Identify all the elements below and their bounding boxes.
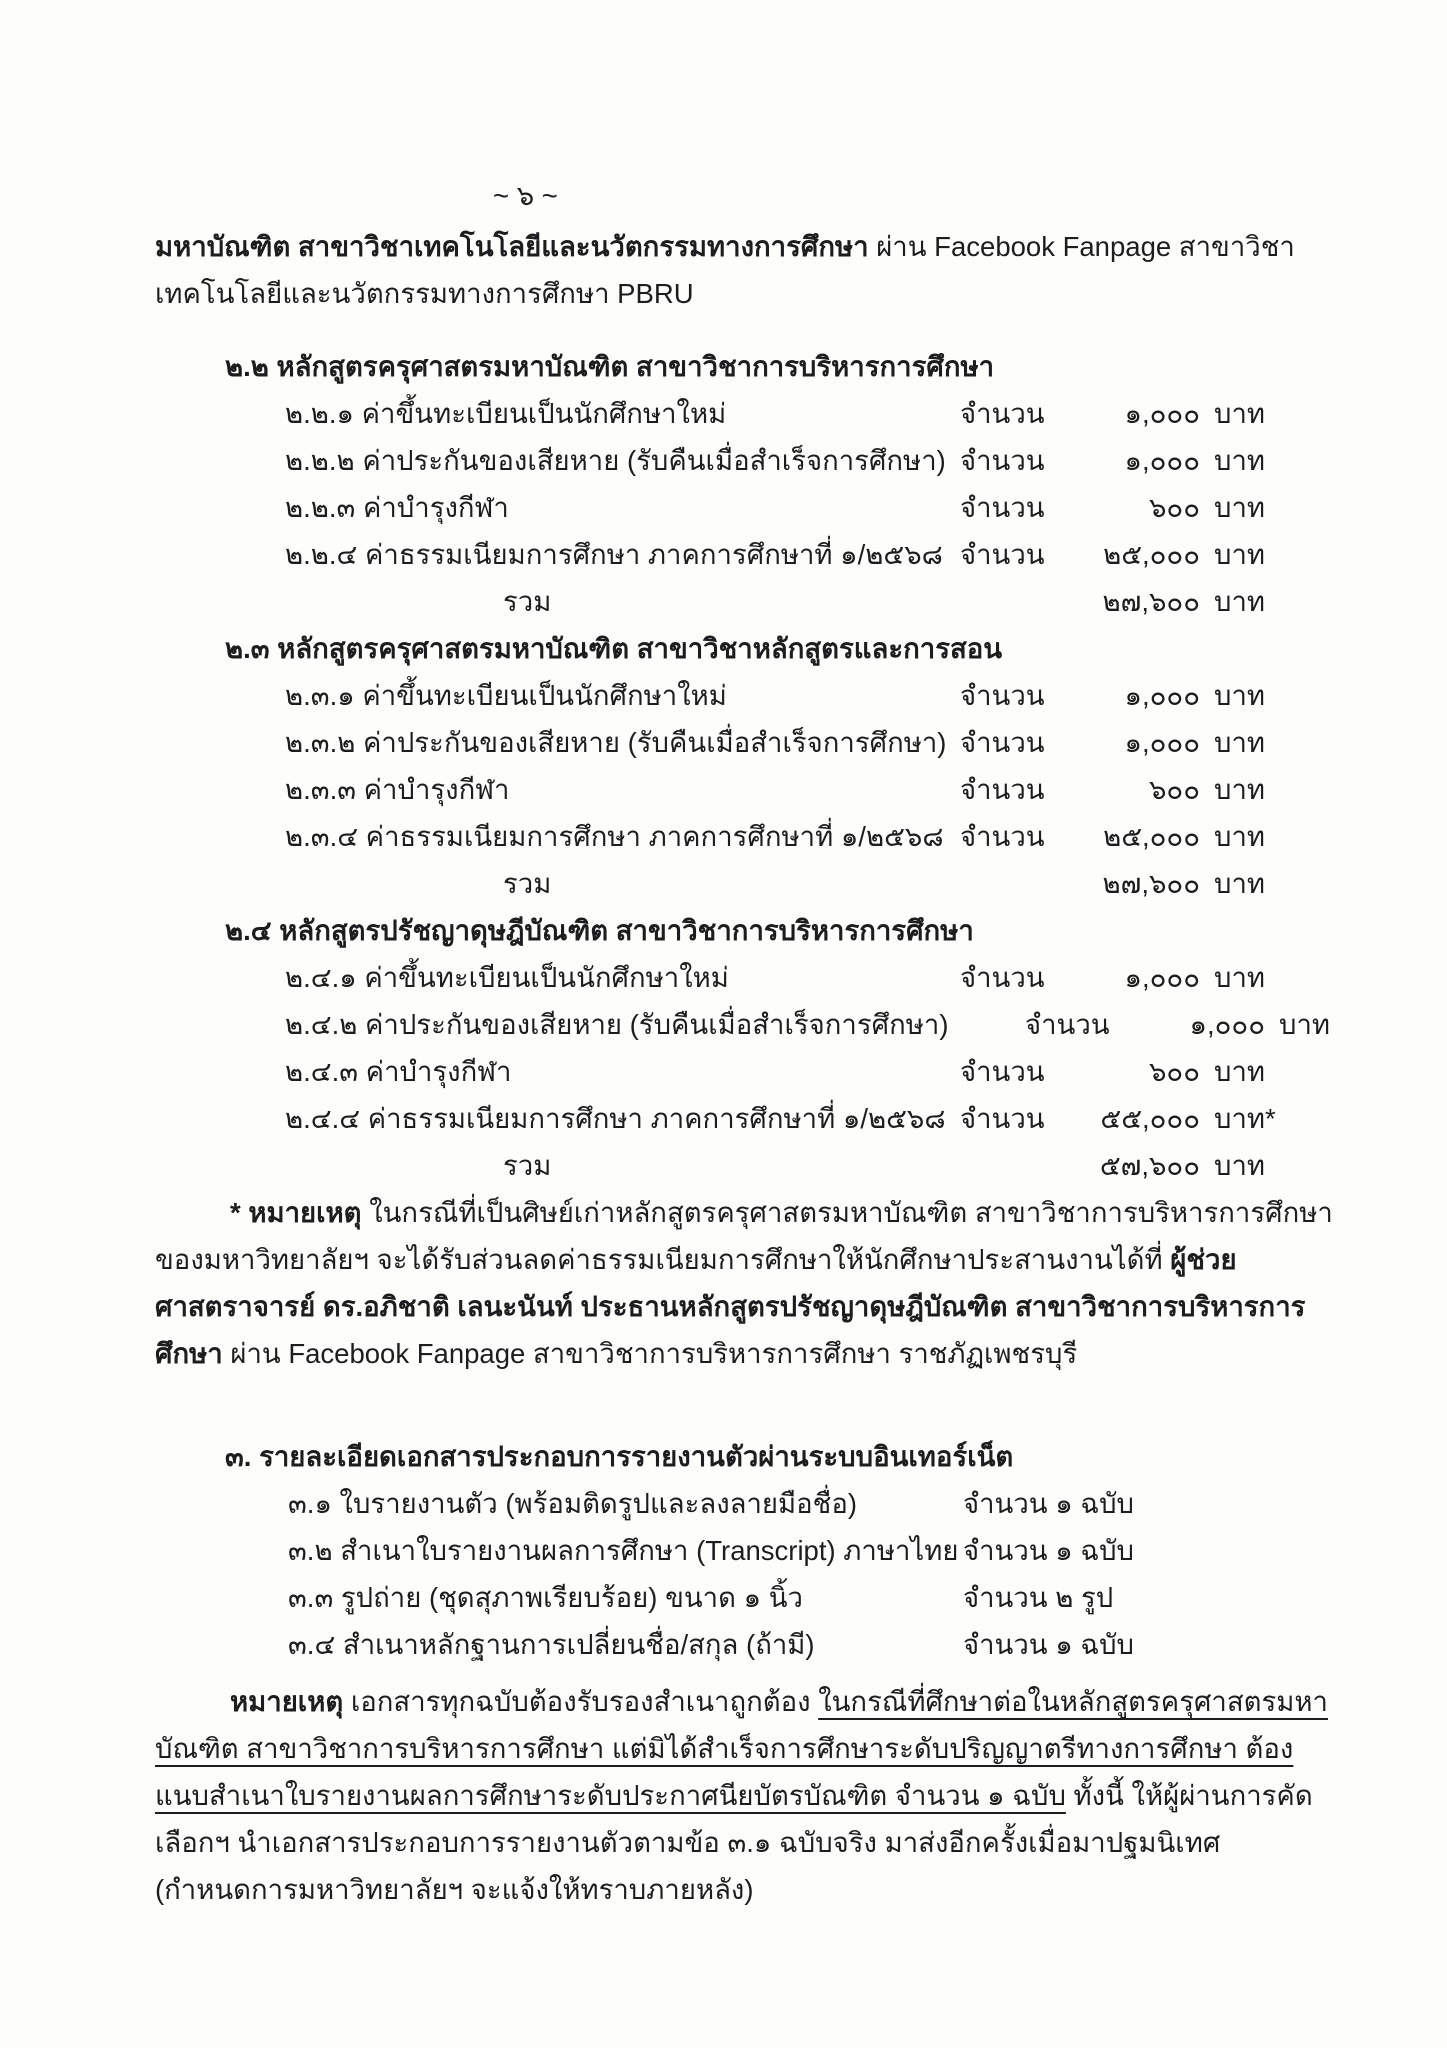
quantity-label: จำนวน [960, 1056, 1045, 1087]
amount-value: ๒๕,๐๐๐ [1103, 821, 1200, 852]
amount-value: ๑,๐๐๐ [1124, 445, 1200, 476]
unit-label: บาท [1214, 539, 1266, 570]
fee-row-label: ค่าประกันของเสียหาย (รับคืนเมื่อสำเร็จการศึกษา) [362, 445, 946, 476]
note-label: หมายเหตุ [248, 1197, 362, 1228]
doc-number: ๓.๔ [288, 1629, 336, 1660]
note-label: หมายเหตุ [230, 1686, 344, 1717]
fee-section-heading: ๒.๔ หลักสูตรปรัชญาดุษฎีบัณฑิต สาขาวิชาการบริหารการศึกษา [225, 915, 974, 946]
quantity-label: จำนวน [960, 962, 1045, 993]
unit-label: บาท [1214, 680, 1266, 711]
doc-label: สำเนาใบรายงานผลการศึกษา (Transcript) ภาษาไทย [340, 1535, 959, 1566]
fee-row [155, 531, 1335, 578]
doc-number: ๓.๑ [288, 1488, 332, 1519]
fee-row [155, 766, 1335, 813]
fee-row-label: ค่าประกันของเสียหาย (รับคืนเมื่อสำเร็จการศึกษา) [365, 1009, 949, 1040]
unit-label: บาท [1214, 774, 1266, 805]
fee-row-label: ค่าธรรมเนียมการศึกษา ภาคการศึกษาที่ ๑/๒๕๖๘ [365, 539, 943, 570]
fee-row [155, 954, 1335, 1001]
total-amount: ๕๗,๖๐๐ [1099, 1150, 1200, 1181]
fee-row-label: ค่าบำรุงกีฬา [363, 774, 510, 805]
doc-quantity: จำนวน ๑ ฉบับ [963, 1535, 1134, 1566]
total-label: รวม [503, 868, 552, 899]
total-amount: ๒๗,๖๐๐ [1102, 868, 1200, 899]
doc-quantity: จำนวน ๑ ฉบับ [963, 1629, 1134, 1660]
fee-row [155, 1048, 1335, 1095]
fee-row-number: ๒.๒.๒ [285, 445, 355, 476]
quantity-label: จำนวน [960, 821, 1045, 852]
document-row [155, 1527, 1335, 1574]
fee-section-2-2 [155, 343, 1335, 625]
quantity-label: จำนวน [960, 539, 1045, 570]
total-row [155, 860, 1335, 907]
note-star: * [230, 1197, 241, 1228]
fee-row [155, 1001, 1335, 1048]
fee-row-label: ค่าขึ้นทะเบียนเป็นนักศึกษาใหม่ [362, 680, 727, 711]
unit-label: บาท [1214, 821, 1266, 852]
amount-value: ๑,๐๐๐ [1124, 398, 1200, 429]
fee-row-number: ๒.๓.๒ [285, 727, 356, 758]
doc-number: ๓.๓ [288, 1582, 334, 1613]
doc-label: ใบรายงานตัว (พร้อมติดรูปและลงลายมือชื่อ) [339, 1488, 858, 1519]
quantity-label: จำนวน [960, 398, 1045, 429]
unit-label: บาท [1214, 586, 1266, 617]
note-text: ผ่าน Facebook Fanpage สาขาวิชาการบริหารการศึกษา ราชภัฏเพชรบุรี [230, 1338, 1078, 1369]
unit-label: บาท [1214, 962, 1266, 993]
fee-section-heading: ๒.๒ หลักสูตรครุศาสตรมหาบัณฑิต สาขาวิชาการบริหารการศึกษา [225, 351, 995, 382]
note-text: ในกรณีที่เป็นศิษย์เก่าหลักสูตรครุศาสตรมหาบัณฑิต สาขาวิชาการบริหารการศึกษาของมหาวิทยาลัยฯ จะได้รับส่วนลดค่าธรรมเนียมการศึกษาให้นักศึกษาประสานงานได้ที่ [155, 1197, 1333, 1275]
fee-sections [155, 343, 1335, 1189]
fee-row-number: ๒.๓.๔ [285, 821, 359, 852]
unit-label: บาท [1214, 727, 1266, 758]
fee-row-number: ๒.๔.๑ [285, 962, 357, 993]
page-number: ~ ๖ ~ [493, 180, 558, 211]
doc-label: สำเนาหลักฐานการเปลี่ยนชื่อ/สกุล (ถ้ามี) [342, 1629, 815, 1660]
unit-label: บาท [1214, 1150, 1266, 1181]
alumni-discount-note [155, 1189, 1335, 1377]
fee-section-2-4 [155, 907, 1335, 1189]
documents-section-heading: ๓. รายละเอียดเอกสารประกอบการรายงานตัวผ่านระบบอินเทอร์เน็ต [225, 1441, 1014, 1472]
fee-row [155, 813, 1335, 860]
intro-paragraph [155, 223, 1335, 317]
total-label: รวม [503, 586, 552, 617]
fee-row-number: ๒.๔.๓ [285, 1056, 359, 1087]
note-contact-name: ผู้ช่วยศาสตราจารย์ ดร.อภิชาติ เลนะนันท์ ประธานหลักสูตรปรัชญาดุษฎีบัณฑิต สาขาวิชาการบริหารการศึกษา [155, 1244, 1306, 1369]
doc-label: รูปถ่าย (ชุดสุภาพเรียบร้อย) ขนาด ๑ นิ้ว [340, 1582, 803, 1613]
unit-label: บาท [1214, 492, 1266, 523]
unit-label: บาท [1214, 398, 1266, 429]
fee-row [155, 437, 1335, 484]
amount-value: ๑,๐๐๐ [1124, 727, 1200, 758]
fee-row-label: ค่าขึ้นทะเบียนเป็นนักศึกษาใหม่ [364, 962, 729, 993]
amount-value: ๖๐๐ [1148, 774, 1200, 805]
amount-value: ๕๕,๐๐๐ [1100, 1103, 1200, 1134]
fee-row-label: ค่าบำรุงกีฬา [362, 492, 509, 523]
fee-row-number: ๒.๒.๓ [285, 492, 356, 523]
fee-row [155, 390, 1335, 437]
unit-label: บาท [1214, 868, 1266, 899]
note-text: ทั้งนี้ ให้ผู้ผ่านการคัดเลือกฯ นำเอกสารประกอบการรายงานตัวตามข้อ ๓.๑ ฉบับจริง มาส่งอีกครั้งเมื่อมาปฐมนิเทศ (กำหนดการมหาวิทยาลัยฯ จะแจ้งให้ทราบภายหลัง) [155, 1780, 1313, 1905]
fee-row-number: ๒.๔.๔ [285, 1103, 361, 1134]
document-row [155, 1574, 1335, 1621]
fee-row [155, 1095, 1335, 1142]
fee-section-heading: ๒.๓ หลักสูตรครุศาสตรมหาบัณฑิต สาขาวิชาหลักสูตรและการสอน [225, 633, 1003, 664]
fee-row-label: ค่าขึ้นทะเบียนเป็นนักศึกษาใหม่ [361, 398, 727, 429]
unit-label: บาท* [1214, 1103, 1276, 1134]
documents-list [155, 1480, 1335, 1668]
quantity-label: จำนวน [960, 774, 1045, 805]
unit-label: บาท [1279, 1009, 1331, 1040]
fee-section-2-3 [155, 625, 1335, 907]
fee-row-number: ๒.๒.๔ [285, 539, 358, 570]
total-amount: ๒๗,๖๐๐ [1102, 586, 1200, 617]
fee-row-number: ๒.๒.๑ [285, 398, 354, 429]
quantity-label: จำนวน [1025, 1009, 1110, 1040]
quantity-label: จำนวน [960, 1103, 1045, 1134]
doc-number: ๓.๒ [288, 1535, 333, 1566]
total-row [155, 1142, 1335, 1189]
quantity-label: จำนวน [960, 727, 1045, 758]
quantity-label: จำนวน [960, 680, 1045, 711]
fee-row [155, 672, 1335, 719]
doc-quantity: จำนวน ๒ รูป [963, 1582, 1114, 1613]
note-underlined-text: ในกรณีที่ศึกษาต่อในหลักสูตรครุศาสตรมหาบัณฑิต สาขาวิชาการบริหารการศึกษา แต่มิได้สำเร็จการศึกษาระดับปริญญาตรีทางการศึกษา ต้องแนบสำเนาใบรายงานผลการศึกษาระดับประกาศนียบัตรบัณฑิต จำนวน ๑ ฉบับ [155, 1686, 1328, 1811]
unit-label: บาท [1214, 445, 1266, 476]
quantity-label: จำนวน [960, 445, 1045, 476]
fee-row-label: ค่าบำรุงกีฬา [365, 1056, 512, 1087]
amount-value: ๒๕,๐๐๐ [1103, 539, 1200, 570]
intro-bold-text: มหาบัณฑิต สาขาวิชาเทคโนโลยีและนวัตกรรมทางการศึกษา [155, 231, 869, 262]
fee-row-label: ค่าธรรมเนียมการศึกษา ภาคการศึกษาที่ ๑/๒๕๖๘ [367, 1103, 946, 1134]
note-text: เอกสารทุกฉบับต้องรับรองสำเนาถูกต้อง [350, 1686, 811, 1717]
fee-row-number: ๒.๓.๓ [285, 774, 357, 805]
doc-quantity: จำนวน ๑ ฉบับ [963, 1488, 1134, 1519]
quantity-label: จำนวน [960, 492, 1045, 523]
fee-row [155, 719, 1335, 766]
fee-row [155, 484, 1335, 531]
fee-row-number: ๒.๓.๑ [285, 680, 355, 711]
total-row [155, 578, 1335, 625]
amount-value: ๑,๐๐๐ [1189, 1009, 1265, 1040]
amount-value: ๑,๐๐๐ [1124, 962, 1200, 993]
total-label: รวม [503, 1150, 552, 1181]
intro-regular-text: ผ่าน Facebook Fanpage สาขาวิชาเทคโนโลยีและนวัตกรรมทางการศึกษา PBRU [155, 231, 1295, 309]
unit-label: บาท [1214, 1056, 1266, 1087]
documents-note [155, 1678, 1335, 1913]
amount-value: ๖๐๐ [1148, 492, 1200, 523]
document-row [155, 1621, 1335, 1668]
fee-row-label: ค่าประกันของเสียหาย (รับคืนเมื่อสำเร็จการศึกษา) [362, 727, 947, 758]
document-row [155, 1480, 1335, 1527]
amount-value: ๖๐๐ [1148, 1056, 1200, 1087]
amount-value: ๑,๐๐๐ [1124, 680, 1200, 711]
fee-row-number: ๒.๔.๒ [285, 1009, 358, 1040]
fee-row-label: ค่าธรรมเนียมการศึกษา ภาคการศึกษาที่ ๑/๒๕๖๘ [365, 821, 944, 852]
